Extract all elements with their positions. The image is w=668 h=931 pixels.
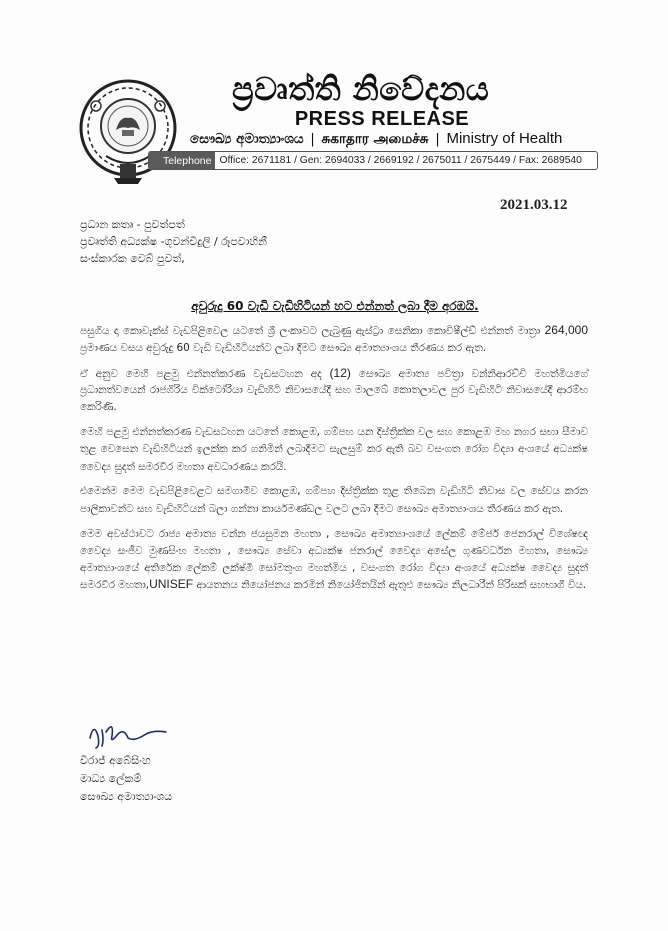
release-date: 2021.03.12 xyxy=(500,197,568,213)
signatory-block xyxy=(80,752,172,806)
headline: අවුරුදු 60 වැඩි වැඩිහිටියන් හට එන්නත් ලබා දීම අරඹයි. xyxy=(191,299,479,313)
recipients-list xyxy=(80,216,267,267)
handwritten-signature xyxy=(84,716,174,752)
paragraph: මෙම අවස්ථාවට රාජ්‍ය අමාත්‍ය චන්න ජයසුමන මහතා , සෞඛ්‍ය අමාත්‍යාංශයේ ලේකම් මේජර් ජෙනරාල් විශේෂඥ වෛද්‍ය සංජීව මුණසිංහ මහතා , සෞඛ්‍ය සේවා අධ්‍යක්ෂ ජනරාල් වෛද්‍ය අසේල ගුණවර්ධන මහතා, සෞඛ්‍ය අමාත්‍යාංශයේ අතිරේක ලේකම් ලක්ෂ්මී සෝමතුංග මහත්මිය , වසංගත රෝග විද්‍යා අංශයේ අධ්‍යක්ෂ වෛද්‍ය සුදත් සමරවීර මහතා,UNISEF ආයතනය නියෝජනය කරමින් නියෝජිතයින් ඇතුළු සෞඛ්‍ය නිලධාරීන් පිරිසක් සහභාගී විය. xyxy=(80,527,588,592)
body-text xyxy=(80,322,588,602)
recipient-line: ප්‍රධාන කතෘ - පුවත්පත් xyxy=(80,218,185,231)
recipient-line: සංස්කාරක වෙබ් පුවත්, xyxy=(80,252,185,265)
signatory-office: සෞඛ්‍ය අමාත්‍යාංශය xyxy=(80,790,173,803)
signatory-name: විරාජ් අබේසිංහ xyxy=(80,754,151,767)
ministry-sinhala: සෞඛ්‍ය අමාත්‍යාංශය xyxy=(190,131,304,147)
paragraph: ඒ අනුව මෙහි පළමු එන්නත්කරණ වැඩසටහන අද (12) සෞඛ්‍ය අමාත්‍ය පවිත්‍රා වන්නිආරච්චි මහත්මියගේ ප්‍රධානත්වයෙන් රාජගිරිය වික්ටෝරියා වැඩිහිටි නිවාසයේදී සහ මාලබේ කොතලාවල පුර වැඩිහිටි නිවාසයේදී ආරම්භ කෙරිණි. xyxy=(80,365,588,414)
ministry-names: සෞඛ්‍ය අමාත්‍යාංශය | சுகாதார அமைச்சு | Ministry of Health xyxy=(190,130,563,147)
title-english: PRESS RELEASE xyxy=(294,108,470,130)
paragraph: පසුගිය දා කොවැක්ස් වැඩපිළිවෙල යටතේ ශ්‍රී ලංකාවට ලැබුණු ඇස්ට්‍රා සෙනිකා කොවිෂීල්ඩ් එන්නත් මාත්‍රා 264,000 ප්‍රමාණය වසය අවුරුදු 60 වැඩි වැඩිහිටියන්ට ලබා දීමට සෞඛ්‍ය අමාත්‍යාංශය තීරණය කර ඇත. xyxy=(80,323,588,354)
telephone-label: Telephone xyxy=(149,152,215,169)
paragraph: මෙහි පළමු එන්නත්කරණ වැඩසටහන යටතේ කොළඹ, ගම්පහ යන දිස්ත්‍රික්ක වල සහ කොළඹ මහ නගර සභා සීමාව තුළ වෙසෙන වැඩිහිටියන් ඉලක්ක කර ගනිමින් ලබාදීමට සැලසුම් කර ඇති බව වසංගත රෝග විද්‍යා අංශයේ අධ්‍යක්ෂ වෛද්‍ය සුදත් සමරවීර මහතා අවධාරණය කරයි. xyxy=(80,425,588,473)
ministry-english: Ministry of Health xyxy=(446,130,563,147)
figure: 264,000 xyxy=(544,323,588,337)
ministry-tamil: சுகாதார அமைச்சு xyxy=(321,131,429,147)
figure: (12) xyxy=(329,365,351,380)
recipient-line: ප්‍රවෘත්ති අධ්‍යක්ෂ -ගුවන්විදුලි / රූපවාහිනී xyxy=(80,235,267,248)
signatory-title: මාධ්‍ය ලේකම් xyxy=(80,772,142,785)
telephone-numbers: Office: 2671181 / Gen: 2694033 / 2669192 / 2675011 / 2675449 / Fax: 2689540 xyxy=(219,155,582,166)
figure: UNISEF xyxy=(149,577,194,592)
paragraph: එමෙන්ම මෙම වැඩපිළිවෙළට සමගාමීව කොළඹ, ගම්පහ දිස්ත්‍රික්ක තුළ තිබෙන වැඩිහිටි නිවාස වල සේවය කරන පාලිකාවන්ට සහ වැඩිහිටියන් බලා ගන්නා කාර්යමණ්ඩල වලට ලබා දීමට සෞඛ්‍ය අමාත්‍යාංශය තීරණය කර ඇත. xyxy=(80,485,588,516)
telephone-bar xyxy=(148,151,598,170)
title-sinhala: ප්‍රවෘත්ති නිවේදනය xyxy=(232,70,490,108)
